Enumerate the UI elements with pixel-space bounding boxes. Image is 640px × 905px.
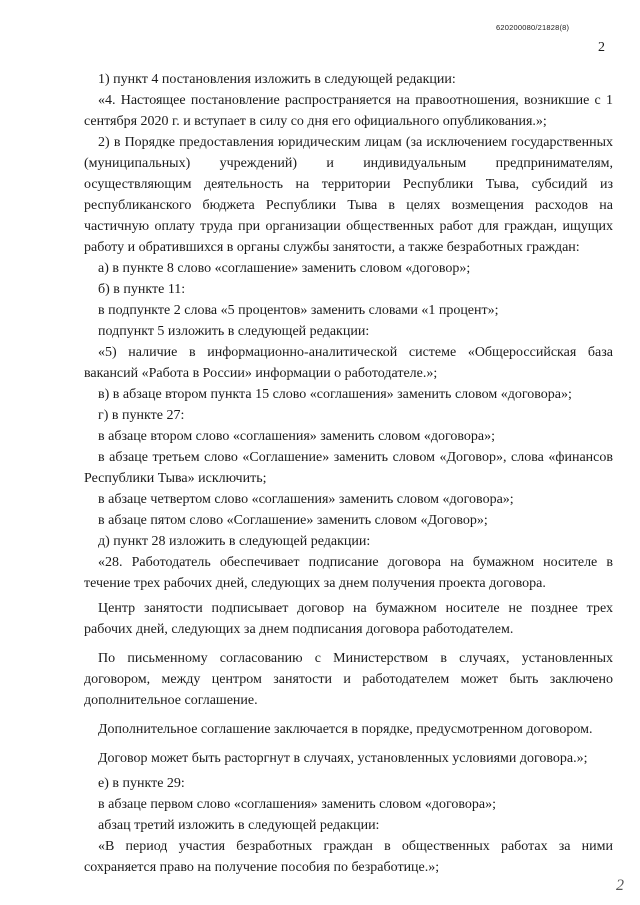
paragraph: в) в абзаце втором пункта 15 слово «соглашения» заменить словом «договора»; bbox=[98, 387, 572, 402]
paragraph: Центр занятости подписывает договор на бумажном носителе не позднее трех рабочих дней, следующих за днем подписания договора работодателем. bbox=[84, 601, 613, 637]
paragraph: Дополнительное соглашение заключается в порядке, предусмотренном договором. bbox=[98, 722, 593, 737]
handwritten-page-mark: 2 bbox=[616, 877, 624, 894]
paragraph: в абзаце первом слово «соглашения» заменить словом «договора»; bbox=[98, 797, 497, 812]
paragraph: Договор может быть расторгнут в случаях, установленных условиями договора.»; bbox=[98, 751, 588, 766]
paragraph: абзац третий изложить в следующей редакции: bbox=[98, 818, 380, 833]
paragraph: 2) в Порядке предоставления юридическим лицам (за исключением государственных (муниципальных) учреждений) и индивидуальным предпринимателям, осуществляющим деятельность на территории Республики Тыва, субсидий из республиканского бюджета Республики Тыва в целях возмещения расходов на частичную оплату труда при организации общественных работ для граждан, ищущих работу и обратившихся в органы службы занятости, а также безработных граждан: bbox=[84, 135, 613, 255]
paragraph: подпункт 5 изложить в следующей редакции: bbox=[98, 324, 370, 339]
document-body bbox=[84, 69, 613, 878]
paragraph: «4. Настоящее постановление распространяется на правоотношения, возникшие с 1 сентября 2020 г. и вступает в силу со дня его официального опубликования.»; bbox=[84, 93, 613, 129]
paragraph: в абзаце пятом слово «Соглашение» заменить словом «Договор»; bbox=[98, 513, 488, 528]
paragraph: По письменному согласованию с Министерством в случаях, установленных договором, между центром занятости и работодателем может быть заключено дополнительное соглашение. bbox=[84, 651, 613, 708]
paragraph: а) в пункте 8 слово «соглашение» заменить словом «договор»; bbox=[98, 261, 471, 276]
paragraph: 1) пункт 4 постановления изложить в следующей редакции: bbox=[98, 72, 456, 87]
paragraph: г) в пункте 27: bbox=[98, 408, 185, 423]
paragraph: в абзаце втором слово «соглашения» заменить словом «договора»; bbox=[98, 429, 496, 444]
paragraph: е) в пункте 29: bbox=[98, 776, 185, 791]
paragraph: в абзаце третьем слово «Соглашение» заменить словом «Договор», слова «финансов Республики Тыва» исключить; bbox=[84, 450, 613, 486]
paragraph: «28. Работодатель обеспечивает подписание договора на бумажном носителе в течение трех рабочих дней, следующих за днем получения проекта договора. bbox=[84, 555, 613, 591]
page-number: 2 bbox=[598, 40, 605, 55]
document-code: 620200080/21828(8) bbox=[496, 23, 570, 32]
paragraph: «5) наличие в информационно-аналитической системе «Общероссийская база вакансий «Работа в России» информации о работодателе.»; bbox=[84, 345, 613, 381]
paragraph: б) в пункте 11: bbox=[98, 282, 186, 297]
paragraph: в подпункте 2 слова «5 процентов» заменить словами «1 процент»; bbox=[98, 303, 499, 318]
paragraph: в абзаце четвертом слово «соглашения» заменить словом «договора»; bbox=[98, 492, 514, 507]
paragraph: «В период участия безработных граждан в общественных работах за ними сохраняется право на получение пособия по безработице.»; bbox=[84, 839, 613, 875]
paragraph: д) пункт 28 изложить в следующей редакции: bbox=[98, 534, 371, 549]
